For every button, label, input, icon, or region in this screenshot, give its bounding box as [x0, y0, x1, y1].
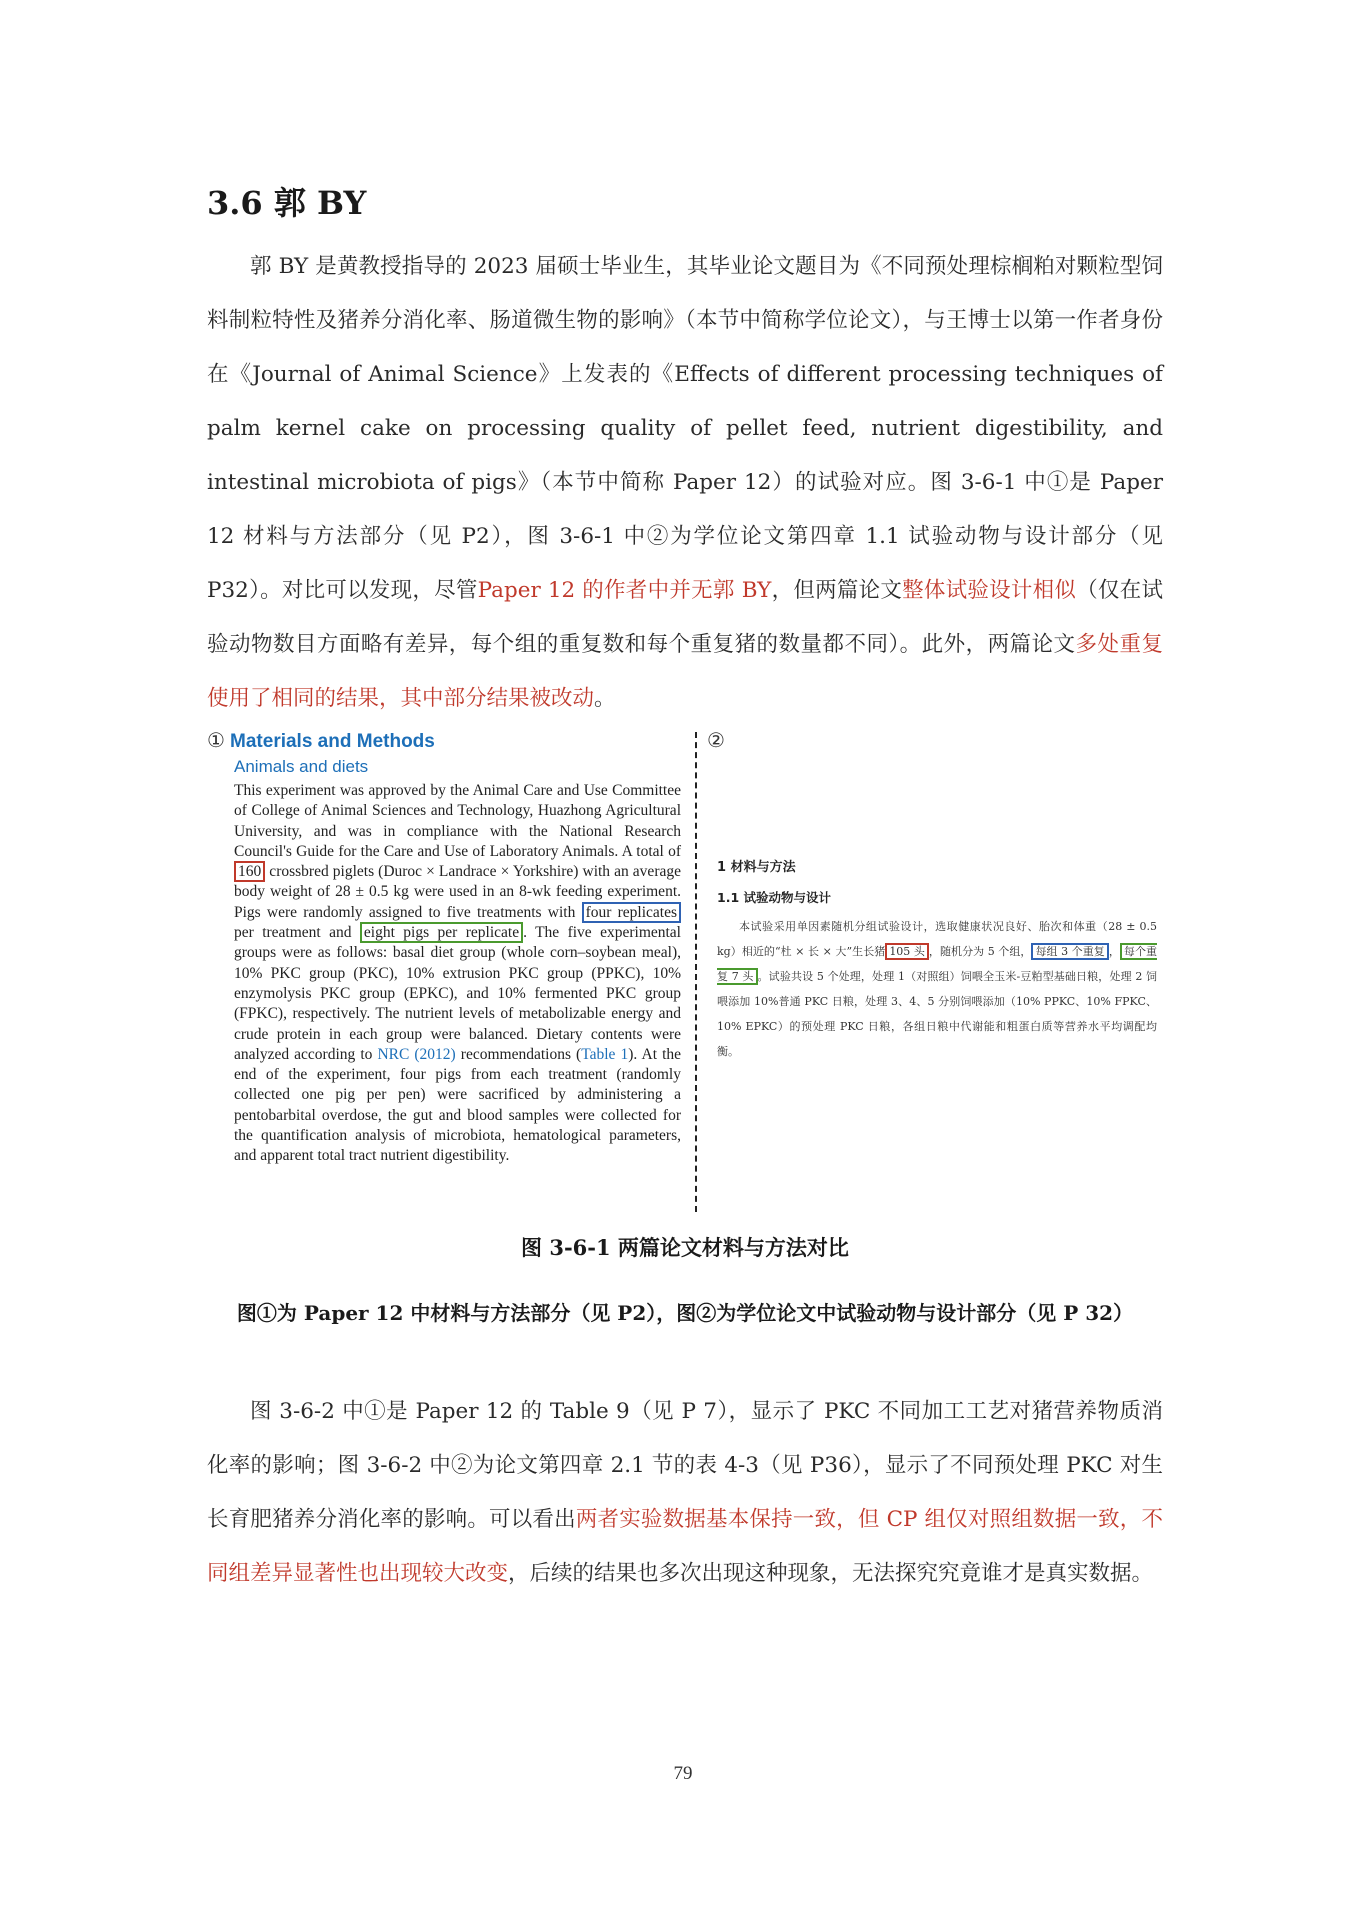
- intro-text-1: 郭 BY 是黄教授指导的 2023 届硕士毕业生，其毕业论文题目为《不同预处理棕榈粕对颗粒型饲料制粒特性及猪养分消化率、肠道微生物的影响》（本节中简称学位论文），与王博士以第一作者身份在《Journal of Animal Science》上发表的《Effects of different processing techniques of palm kernel cake on processing quality of pellet feed, nutrient digestibility, and intestinal microbiota of pigs》（本节中简称 Paper 12）的试验对应。图 3-6-1 中①是 Paper 12 材料与方法部分（见 P2），图 3-6-1 中②为学位论文第四章 1.1 试验动物与设计部分（见 P32）。对比可以发现，尽管: [207, 254, 1163, 603]
- analysis-text-1: 图 3-6-2 中①是 Paper 12 的 Table 9（见 P 7），显示了 PKC 不同加工工艺对猪营养物质消化率的影响；图 3-6-2 中②为论文第四章 2.1 节的表 4-3（见 P36），显示了不同预处理 PKC 对生长育肥猪养分消化率的影响。可以看出: [207, 1399, 1163, 1532]
- page-number: 79: [673, 1763, 693, 1784]
- highlight-box-count-cn: 105 头: [885, 943, 929, 960]
- comparison-figure: [207, 728, 1163, 1220]
- methods-text: per treatment and: [234, 924, 360, 942]
- analysis-paragraph: [207, 1385, 1163, 1601]
- intro-highlight-1: Paper 12 的作者中并无郭 BY: [477, 578, 772, 603]
- intro-paragraph: [207, 240, 1163, 726]
- methods-body: [234, 781, 681, 1167]
- thesis-text: ，随机分为 5 个组，: [928, 945, 1032, 958]
- figure-panel-paper12: [207, 728, 687, 1167]
- methods-text: recommendations (: [455, 1045, 582, 1063]
- methods-subheading: Animals and diets: [234, 757, 369, 776]
- thesis-text: 。试验共设 5 个处理，处理 1（对照组）饲喂全玉米-豆粕型基础日粮，处理 2 饲喂添加 10%普通 PKC 日粮，处理 3、4、5 分别饲喂添加（10% PPKC、10% FPKC、10% EPKC）的预处理 PKC 日粮，各组日粮中代谢能和粗蛋白质等营养水平均调配均衡。: [717, 970, 1157, 1058]
- thesis-body: [717, 914, 1157, 1064]
- intro-highlight-2: 整体试验设计相似: [902, 578, 1077, 603]
- reference-link-nrc[interactable]: NRC (2012): [377, 1045, 456, 1063]
- intro-highlight-3: 多处重复使用了相同的结果，其中部分结果被改动: [207, 632, 1163, 711]
- reference-link-table[interactable]: Table 1: [581, 1045, 629, 1063]
- analysis-highlight: 两者实验数据基本保持一致，但 CP 组仅对照组数据一致，不同组差异显著性也出现较大改变: [207, 1507, 1163, 1586]
- intro-text-2: ，但两篇论文: [771, 578, 903, 603]
- methods-text: . The five experimental groups were as follows: basal diet group (whole corn–soybean meal), 10% PKC group (PKC), 10% extrusion PKC group (PPKC), 10% enzymolysis PKC group (EPKC), and 10% fermented PKC group (FPKC), respectively. The nutrient levels of metabolizable energy and crude protein in each group were balanced. Dietary contents were analyzed according to: [234, 924, 681, 1063]
- thesis-heading: 1 材料与方法: [717, 860, 796, 875]
- figure-caption-title: 图 3-6-1 两篇论文材料与方法对比: [521, 1235, 849, 1260]
- figure-panel-thesis: [707, 728, 1163, 1058]
- highlight-box-replicates-cn: 每组 3 个重复: [1031, 943, 1108, 960]
- methods-heading: Materials and Methods: [230, 731, 435, 752]
- methods-text: This experiment was approved by the Animal Care and Use Committee of College of Animal Sciences and Technology, Huazhong Agricultural University, and was in compliance with the National Research Council's Guide for the Care and Use of Laboratory Animals. A total of: [234, 782, 681, 860]
- panel-label-2: ②: [707, 728, 725, 752]
- highlight-box-pigs-per-replicate: eight pigs per replicate: [360, 922, 523, 943]
- intro-text-4: 。: [594, 686, 616, 711]
- panel-label-1: ①: [207, 728, 225, 752]
- highlight-box-replicates: four replicates: [582, 902, 681, 923]
- figure-caption-detail: 图①为 Paper 12 中材料与方法部分（见 P2），图②为学位论文中试验动物与设计部分（见 P 32）: [236, 1301, 1134, 1325]
- analysis-text-2: ，后续的结果也多次出现这种现象，无法探究究竟谁才是真实数据。: [508, 1561, 1154, 1586]
- thesis-text: 本试验采用单因素随机分组试验设计，选取健康状况良好、胎次和体重（28 ± 0.5 kg）相近的“杜 × 长 × 大”生长猪: [717, 920, 1157, 958]
- highlight-box-count: 160: [234, 861, 265, 882]
- thesis-text: ，: [1108, 945, 1120, 958]
- section-title: 3.6 郭 BY: [207, 184, 367, 222]
- highlight-box-pigs-per-replicate-cn: 每个重复 7 头: [717, 945, 1158, 983]
- intro-text-3: （仅在试验动物数目方面略有差异，每个组的重复数和每个重复猪的数量都不同）。此外，两篇论文: [207, 578, 1163, 657]
- thesis-subheading: 1.1 试验动物与设计: [717, 890, 831, 905]
- methods-text: crossbred piglets (Duroc × Landrace × Yorkshire) with an average body weight of 28 ± 0.5 kg were used in an 8-wk feeding experiment. Pigs were randomly assigned to five treatments with: [234, 863, 681, 921]
- methods-text: ). At the end of the experiment, four pigs from each treatment (randomly collected one pig per pen) were sacrificed by administering a pentobarbital overdose, the gut and blood samples were collected for the quantification analysis of microbiota, hematological parameters, and apparent total tract nutrient digestibility.: [234, 1045, 682, 1165]
- figure-divider: [695, 732, 697, 1212]
